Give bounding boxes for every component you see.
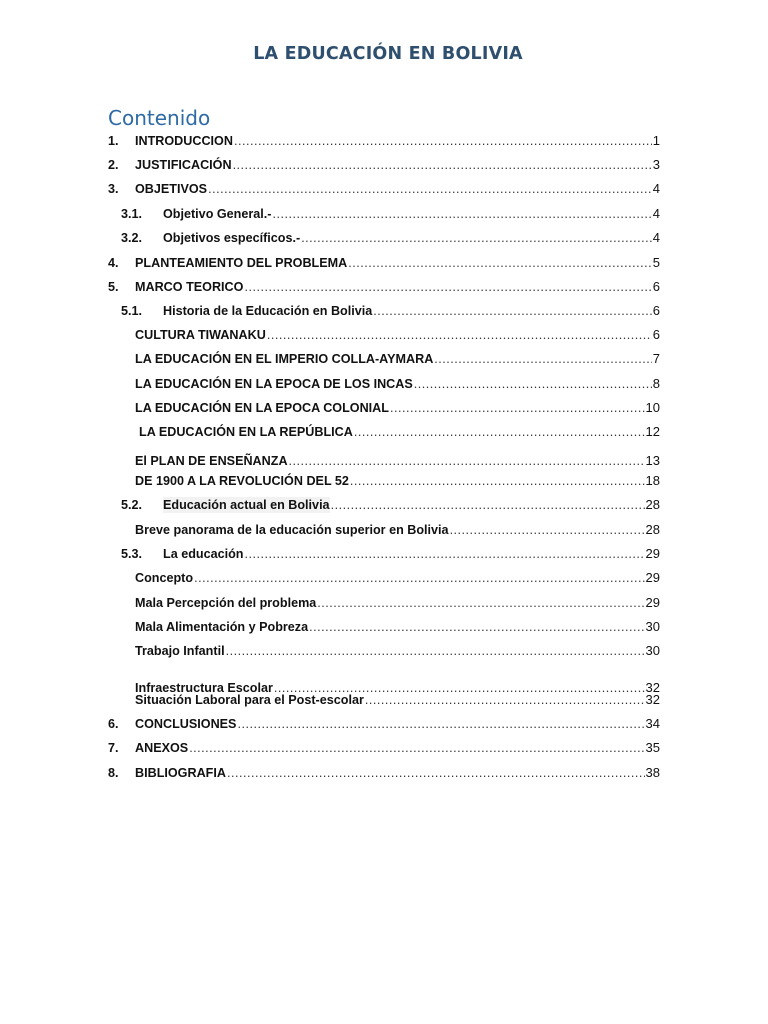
- toc-entry-colonial[interactable]: [135, 400, 660, 416]
- toc-entry-page: 8: [652, 376, 660, 391]
- toc-entry-title: OBJETIVOS: [135, 182, 208, 196]
- toc-entry-page: 7: [652, 351, 660, 366]
- toc-entry-page: 30: [645, 643, 660, 658]
- toc-entry-title: DE 1900 A LA REVOLUCIÓN DEL 52: [135, 474, 349, 488]
- toc-entry-trabajo-infantil[interactable]: [135, 643, 660, 659]
- toc-entry-title: BIBLIOGRAFIA: [135, 766, 226, 780]
- toc-entry-cultura-tiwanaku[interactable]: [135, 327, 660, 343]
- toc-leader-dots: [373, 303, 652, 319]
- toc-entry-page: 4: [652, 181, 660, 196]
- toc-entry-title: LA EDUCACIÓN EN LA EPOCA COLONIAL: [135, 401, 389, 415]
- toc-entry-title: ANEXOS: [135, 741, 189, 755]
- toc-entry-planteamiento[interactable]: [108, 255, 660, 271]
- toc-entry-number: 1.: [108, 134, 119, 148]
- toc-entry-number: 7.: [108, 741, 119, 755]
- page-title: LA EDUCACIÓN EN BOLIVIA: [253, 44, 523, 64]
- toc-leader-dots: [233, 157, 652, 173]
- toc-entry-page: 6: [652, 303, 660, 318]
- toc-entry-number: 5.3.: [121, 547, 143, 561]
- toc-leader-dots: [272, 206, 651, 222]
- toc-entry-page: 6: [652, 279, 660, 294]
- toc-entry-objetivo-general[interactable]: [121, 206, 660, 222]
- toc-entry-justificacion[interactable]: [108, 157, 660, 173]
- toc-entry-title: Mala Percepción del problema: [135, 596, 317, 610]
- toc-entry-title: Objetivos específicos.-: [163, 231, 301, 245]
- toc-leader-dots: [237, 716, 644, 732]
- toc-entry-page: 10: [645, 400, 660, 415]
- toc-entry-page: 3: [652, 157, 660, 172]
- toc-entry-mala-alimentacion[interactable]: [135, 619, 660, 635]
- toc-entry-plan-ensenanza[interactable]: [135, 453, 660, 469]
- toc-entry-title: PLANTEAMIENTO DEL PROBLEMA: [135, 256, 348, 270]
- toc-entry-page: 18: [645, 473, 660, 488]
- toc-entry-number: 5.: [108, 280, 119, 294]
- toc-heading: Contenido: [108, 106, 211, 130]
- toc-entry-title: MARCO TEORICO: [135, 280, 244, 294]
- toc-entry-title: El PLAN DE ENSEÑANZA: [135, 454, 288, 468]
- toc-entry-page: 12: [645, 424, 660, 439]
- toc-leader-dots: [234, 133, 652, 149]
- toc-entry-page: 29: [645, 546, 660, 561]
- toc-entry-page: 34: [645, 716, 660, 731]
- toc-entry-title: CULTURA TIWANAKU: [135, 328, 266, 342]
- toc-leader-dots: [390, 400, 645, 416]
- toc-entry-page: 35: [645, 740, 660, 755]
- toc-leader-dots: [289, 453, 645, 469]
- toc-entry-number: 5.2.: [121, 498, 143, 512]
- toc-entry-page: 32: [645, 692, 660, 707]
- toc-entry-page: 4: [652, 230, 660, 245]
- toc-entry-number: 3.1.: [121, 207, 143, 221]
- toc-entry-title: JUSTIFICACIÓN: [135, 158, 232, 172]
- toc-entry-number: 4.: [108, 256, 119, 270]
- toc-entry-bibliografia[interactable]: [108, 765, 660, 781]
- toc-entry-republica[interactable]: [139, 424, 660, 440]
- toc-entry-title: LA EDUCACIÓN EN LA EPOCA DE LOS INCAS: [135, 377, 413, 391]
- toc-entry-title: Trabajo Infantil: [135, 644, 225, 658]
- toc-entry-page: 28: [645, 522, 660, 537]
- toc-entry-educacion-actual[interactable]: [121, 497, 660, 513]
- toc-leader-dots: [244, 279, 651, 295]
- toc-leader-dots: [365, 692, 645, 708]
- toc-entry-page: 13: [645, 453, 660, 468]
- toc-leader-dots: [267, 327, 652, 343]
- toc-entry-anexos[interactable]: [108, 740, 660, 756]
- toc-entry-situacion-laboral[interactable]: [135, 692, 660, 708]
- toc-entry-title: Concepto: [135, 571, 194, 585]
- toc-leader-dots: [317, 595, 644, 611]
- toc-entry-breve-panorama[interactable]: [135, 522, 660, 538]
- toc-entry-objetivos[interactable]: [108, 181, 660, 197]
- toc-entry-title: La educación: [163, 547, 244, 561]
- toc-entry-number: 6.: [108, 717, 119, 731]
- toc-leader-dots: [350, 473, 645, 489]
- toc-leader-dots: [244, 546, 644, 562]
- toc-entry-historia[interactable]: [121, 303, 660, 319]
- toc-leader-dots: [348, 255, 652, 271]
- toc-entry-title: Situación Laboral para el Post-escolar: [135, 693, 364, 707]
- toc-entry-title: LA EDUCACIÓN EN LA REPÚBLICA: [139, 425, 353, 439]
- toc-entry-concepto[interactable]: [135, 570, 660, 586]
- toc-entry-conclusiones[interactable]: [108, 716, 660, 732]
- toc-entry-incas[interactable]: [135, 376, 660, 392]
- toc-entry-title: Objetivo General.-: [163, 207, 272, 221]
- toc-entry-title: Infraestructura Escolar: [135, 681, 273, 695]
- toc-leader-dots: [208, 181, 652, 197]
- toc-entry-page: 6: [652, 327, 660, 342]
- toc-entry-number: 2.: [108, 158, 119, 172]
- toc-entry-page: 38: [645, 765, 660, 780]
- toc-leader-dots: [450, 522, 645, 538]
- toc-entry-number: 3.2.: [121, 231, 143, 245]
- toc-entry-la-educacion[interactable]: [121, 546, 660, 562]
- toc-entry-page: 4: [652, 206, 660, 221]
- toc-entry-objetivos-especificos[interactable]: [121, 230, 660, 246]
- toc-entry-page: 29: [645, 570, 660, 585]
- toc-entry-page: 1: [652, 133, 660, 148]
- toc-entry-marco-teorico[interactable]: [108, 279, 660, 295]
- toc-entry-introduccion[interactable]: [108, 133, 660, 149]
- toc-entry-page: 32: [645, 680, 660, 695]
- toc-leader-dots: [301, 230, 652, 246]
- toc-leader-dots: [414, 376, 652, 392]
- toc-leader-dots: [434, 351, 651, 367]
- toc-entry-mala-percepcion[interactable]: [135, 595, 660, 611]
- toc-entry-title: LA EDUCACIÓN EN EL IMPERIO COLLA-AYMARA: [135, 352, 434, 366]
- toc-leader-dots: [309, 619, 644, 635]
- toc-entry-title: Educación actual en Bolivia: [163, 498, 330, 512]
- toc-leader-dots: [226, 643, 645, 659]
- toc-leader-dots: [227, 765, 645, 781]
- toc-entry-number: 8.: [108, 766, 119, 780]
- toc-entry-colla-aymara[interactable]: [135, 351, 660, 367]
- toc-entry-title: CONCLUSIONES: [135, 717, 237, 731]
- toc-entry-title: INTRODUCCION: [135, 134, 233, 148]
- toc-leader-dots: [189, 740, 644, 756]
- toc-leader-dots: [354, 424, 645, 440]
- toc-leader-dots: [331, 497, 645, 513]
- toc-entry-title: Mala Alimentación y Pobreza: [135, 620, 309, 634]
- toc-entry-title: Historia de la Educación en Bolivia: [163, 304, 373, 318]
- toc-entry-title: Breve panorama de la educación superior en Bolivia: [135, 523, 449, 537]
- toc-entry-page: 30: [645, 619, 660, 634]
- toc-entry-page: 28: [645, 497, 660, 512]
- toc-entry-number: 5.1.: [121, 304, 143, 318]
- toc-entry-number: 3.: [108, 182, 119, 196]
- toc-entry-page: 29: [645, 595, 660, 610]
- toc-entry-1900-revolucion[interactable]: [135, 473, 660, 489]
- toc-leader-dots: [194, 570, 644, 586]
- toc-entry-page: 5: [652, 255, 660, 270]
